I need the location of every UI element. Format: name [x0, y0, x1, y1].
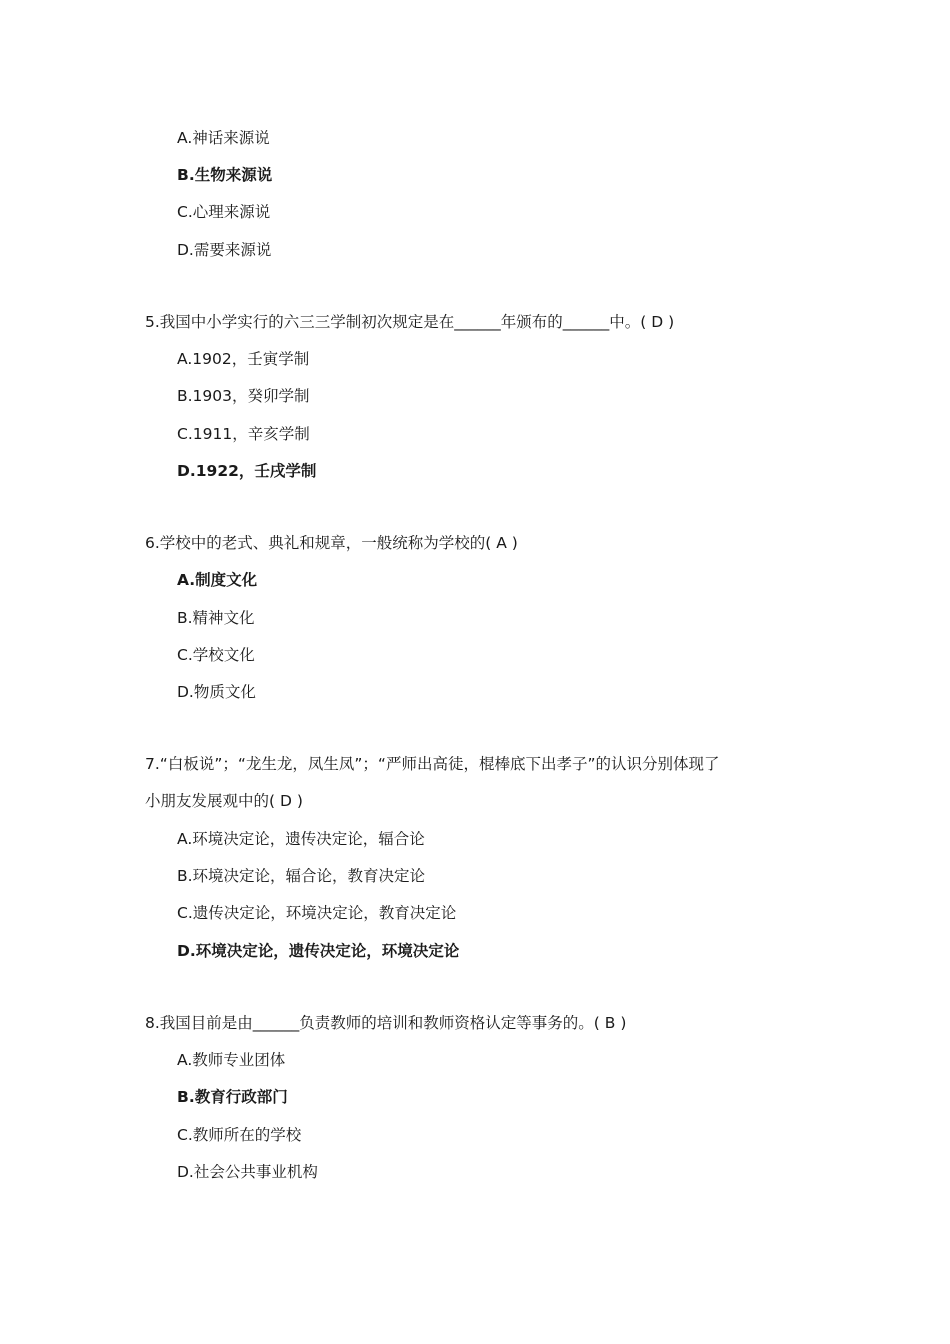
q8-option-d: D.社会公共事业机构 [177, 1163, 318, 1181]
q8-option-a: A.教师专业团体 [177, 1051, 286, 1069]
q6-option-b: B.精神文化 [177, 609, 255, 627]
q6-option-d: D.物质文化 [177, 683, 256, 701]
q7-stem-line1: 7.“白板说”；“龙生龙，凤生凤”；“严师出高徒，棍棒底下出孝子”的认识分别体现了 [145, 755, 720, 773]
q5-option-c: C.1911，辛亥学制 [177, 425, 310, 443]
q6-stem: 6.学校中的老式、典礼和规章，一般统称为学校的( A ) [145, 534, 518, 552]
q8-stem: 8.我国目前是由______负责教师的培训和教师资格认定等事务的。( B ) [145, 1014, 627, 1032]
q6-option-a: A.制度文化 [177, 571, 258, 589]
q5-option-d: D.1922，壬戌学制 [177, 462, 317, 480]
q5-option-a: A.1902，壬寅学制 [177, 350, 310, 368]
q7-option-b: B.环境决定论，辐合论，教育决定论 [177, 867, 426, 885]
q4-option-a: A.神话来源说 [177, 129, 270, 147]
q7-option-d: D.环境决定论，遗传决定论，环境决定论 [177, 942, 460, 960]
q4-option-b: B.生物来源说 [177, 166, 273, 184]
q7-stem-line2: 小朋友发展观中的( D ) [145, 792, 303, 810]
q6-option-c: C.学校文化 [177, 646, 255, 664]
q8-option-c: C.教师所在的学校 [177, 1126, 302, 1144]
q7-option-a: A.环境决定论，遗传决定论，辐合论 [177, 830, 425, 848]
q5-option-b: B.1903，癸卯学制 [177, 387, 310, 405]
q5-stem: 5.我国中小学实行的六三三学制初次规定是在______年颁布的______中。( D ) [145, 313, 675, 331]
q4-option-c: C.心理来源说 [177, 203, 271, 221]
q8-option-b: B.教育行政部门 [177, 1088, 288, 1106]
q4-option-d: D.需要来源说 [177, 241, 272, 259]
q7-option-c: C.遗传决定论，环境决定论，教育决定论 [177, 904, 457, 922]
